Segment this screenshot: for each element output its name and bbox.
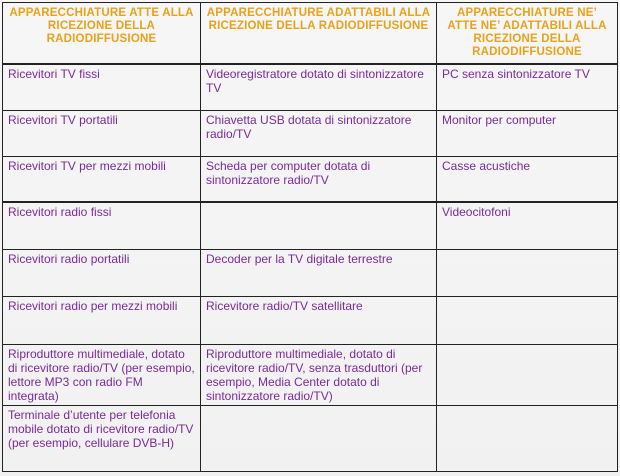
table-cell: Riproduttore multimediale, dotato di ricevitore radio/TV (per esempio, lettore MP3 con radio FM integrata) <box>3 344 201 405</box>
table-cell <box>437 406 618 472</box>
table-cell: Ricevitori TV per mezzi mobili <box>3 156 201 202</box>
table-cell <box>437 344 618 405</box>
equipment-table <box>2 2 618 472</box>
table-cell: Chiavetta USB dotata di sintonizzatore radio/TV <box>201 110 437 156</box>
table-cell: PC senza sintonizzatore TV <box>437 64 618 110</box>
table-cell: Ricevitori TV fissi <box>3 64 201 110</box>
table-cell: Ricevitori radio fissi <box>3 202 201 249</box>
table-row <box>3 344 618 405</box>
table-row <box>3 202 618 249</box>
table-cell: Riproduttore multimediale, dotato di ricevitore radio/TV, senza trasduttori (per esempio, Media Center dotato di sintonizzatore radio/TV) <box>201 344 437 405</box>
table-cell <box>201 406 437 472</box>
table-cell <box>437 250 618 297</box>
table-row <box>3 297 618 345</box>
table-row <box>3 110 618 156</box>
table-cell: Terminale d’utente per telefonia mobile dotato di ricevitore radio/TV (per esempio, cellulare DVB-H) <box>3 406 201 472</box>
table-row <box>3 64 618 110</box>
table-cell: Casse acustiche <box>437 156 618 202</box>
table-row <box>3 250 618 297</box>
table-cell: Videoregistratore dotato di sintonizzatore TV <box>201 64 437 110</box>
table-cell: Decoder per la TV digitale terrestre <box>201 250 437 297</box>
table-cell: Ricevitori TV portatili <box>3 110 201 156</box>
table-cell: Ricevitore radio/TV satellitare <box>201 297 437 345</box>
table-cell: Monitor per computer <box>437 110 618 156</box>
header-row <box>3 3 618 65</box>
table-row <box>3 156 618 202</box>
table-row <box>3 406 618 472</box>
table-cell: Ricevitori radio portatili <box>3 250 201 297</box>
header-adaptable-equipment: APPARECCHIATURE ADATTABILI ALLA RICEZIONE DELLA RADIODIFFUSIONE <box>201 3 437 65</box>
table-cell: Videocitofoni <box>437 202 618 249</box>
header-apt-equipment: APPARECCHIATURE ATTE ALLA RICEZIONE DELLA RADIODIFFUSIONE <box>3 3 201 65</box>
table-cell: Scheda per computer dotata di sintonizzatore radio/TV <box>201 156 437 202</box>
header-neither-equipment: APPARECCHIATURE NE’ ATTE NE’ ADATTABILI ALLA RICEZIONE DELLA RADIODIFFUSIONE <box>437 3 618 65</box>
table-cell <box>437 297 618 345</box>
table-cell <box>201 202 437 249</box>
table-cell: Ricevitori radio per mezzi mobili <box>3 297 201 345</box>
